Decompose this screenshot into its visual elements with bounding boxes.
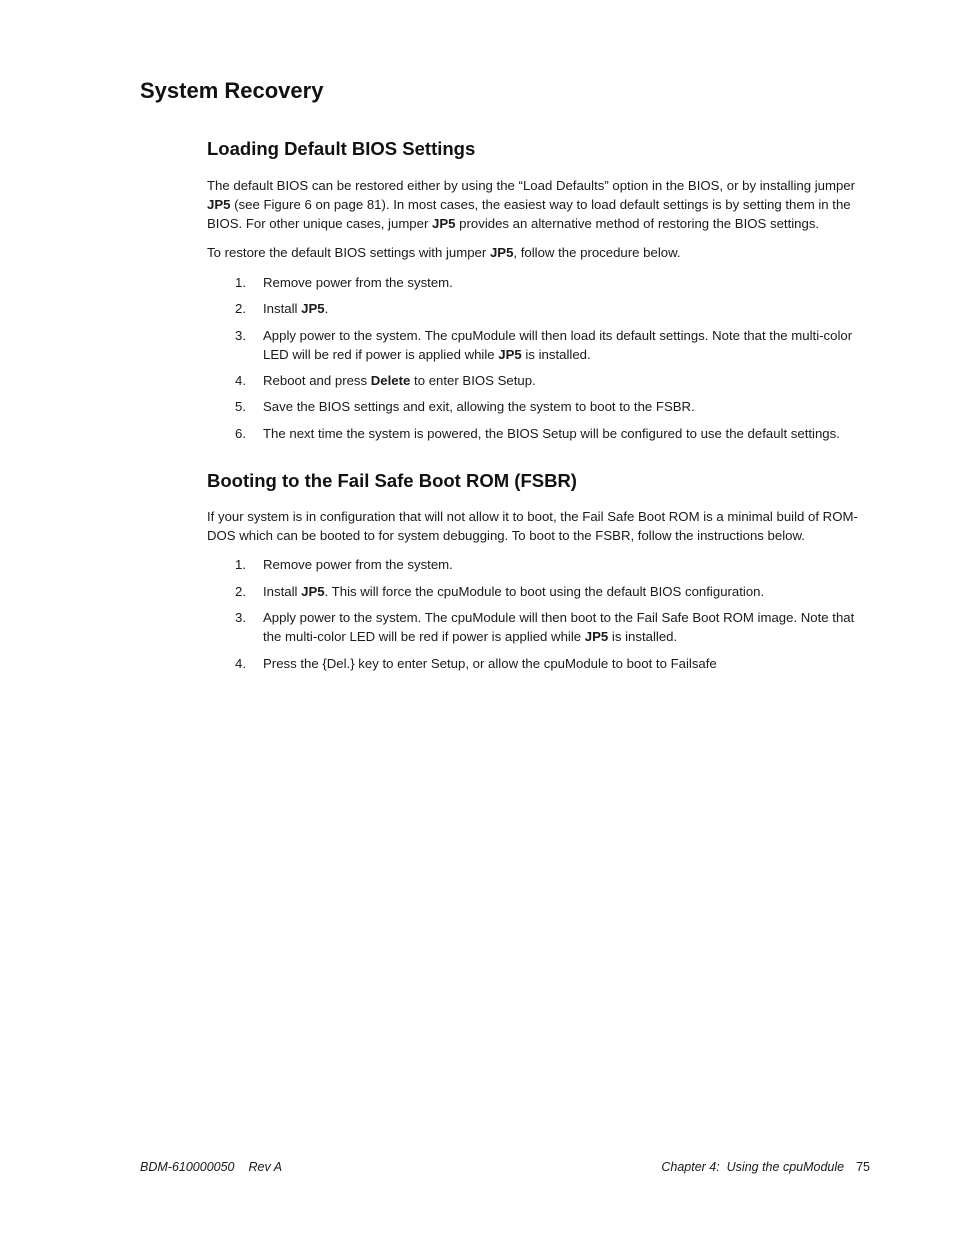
step-text [263,582,871,601]
step-text-part: to enter BIOS Setup. [410,373,536,388]
step-text: The next time the system is powered, the BIOS Setup will be configured to use the default settings. [263,426,840,441]
list-item [207,424,871,443]
paragraph-text: To restore the default BIOS settings with jumper [207,245,490,260]
step-text-part: is installed. [608,629,678,644]
list-item [207,371,871,390]
step-text-part: is installed. [521,347,591,362]
list-item [207,555,871,574]
step-text: Press the {Del.} key to enter Setup, or allow the cpuModule to boot to Failsafe [263,656,717,671]
step-text-part: Reboot and press [263,373,371,388]
step-text: Save the BIOS settings and exit, allowing the system to boot to the FSBR. [263,399,695,414]
list-item [207,299,871,318]
step-number: 2. [235,301,246,316]
page-number: 75 [856,1160,870,1174]
footer-chapter-info [661,1160,870,1174]
section-heading: Booting to the Fail Safe Boot ROM (FSBR) [207,470,577,491]
list-item [207,654,871,673]
steps-list [207,555,871,673]
list-item [207,397,871,416]
paragraph-text: provides an alternative method of restoring the BIOS settings. [455,216,820,231]
step-text-part: Install [263,584,302,599]
paragraph [207,176,871,233]
step-text [263,326,871,364]
step-text-part: Install [263,301,302,316]
paragraph [207,243,871,262]
step-text: Remove power from the system. [263,275,453,290]
step-number: 2. [235,584,246,599]
list-item [207,582,871,601]
step-number: 3. [235,328,246,343]
section-booting-fsbr [207,470,871,673]
page-title: System Recovery [140,78,324,103]
jumper-ref: JP5 [498,347,522,362]
revision: Rev A [248,1160,283,1174]
step-number: 6. [235,426,246,441]
step-number: 3. [235,610,246,625]
key-ref: Delete [370,373,411,388]
paragraph-text: The default BIOS can be restored either by using the “Load Defaults” option in the BIOS, or by installing jumper [207,178,856,193]
list-item [207,273,871,292]
step-text [263,608,871,646]
step-text-part: Apply power to the system. The cpuModule will then load its default settings. Note that the multi-color LED will be red if power is applied while [263,328,853,362]
list-item [207,608,871,646]
paragraph-text: , follow the procedure below. [513,245,681,260]
step-text [263,371,871,390]
step-text: Remove power from the system. [263,557,453,572]
section-heading: Loading Default BIOS Settings [207,138,476,159]
step-number: 5. [235,399,246,414]
step-text-part: Apply power to the system. The cpuModule will then boot to the Fail Safe Boot ROM image. Note that the multi-color LED will be red if power is applied while [263,610,855,644]
jumper-ref: JP5 [301,301,325,316]
step-text-part: . This will force the cpuModule to boot using the default BIOS configuration. [324,584,765,599]
step-number: 1. [235,557,246,572]
jumper-ref: JP5 [207,197,231,212]
footer-doc-info [140,1160,282,1174]
jumper-ref: JP5 [301,584,325,599]
chapter-title: Chapter 4: Using the cpuModule [661,1160,845,1174]
step-number: 4. [235,373,246,388]
step-text [263,299,871,318]
jumper-ref: JP5 [432,216,456,231]
paragraph: If your system is in configuration that will not allow it to boot, the Fail Safe Boot ROM is a minimal build of ROM-DOS which can be booted to for system debugging. To boot to the FSBR, follow the instructions below. [207,509,858,543]
section-loading-default-bios [207,138,871,443]
paragraph-text: (see Figure 6 on page 81). In most cases, the easiest way to load default settings is by setting them in the BIOS. For other unique cases, jumper [207,197,851,231]
step-text-part: . [324,301,329,316]
steps-list [207,273,871,443]
list-item [207,326,871,364]
jumper-ref: JP5 [489,245,514,260]
doc-number: BDM-610000050 [140,1160,235,1174]
step-number: 1. [235,275,246,290]
jumper-ref: JP5 [584,629,609,644]
step-number: 4. [235,656,246,671]
